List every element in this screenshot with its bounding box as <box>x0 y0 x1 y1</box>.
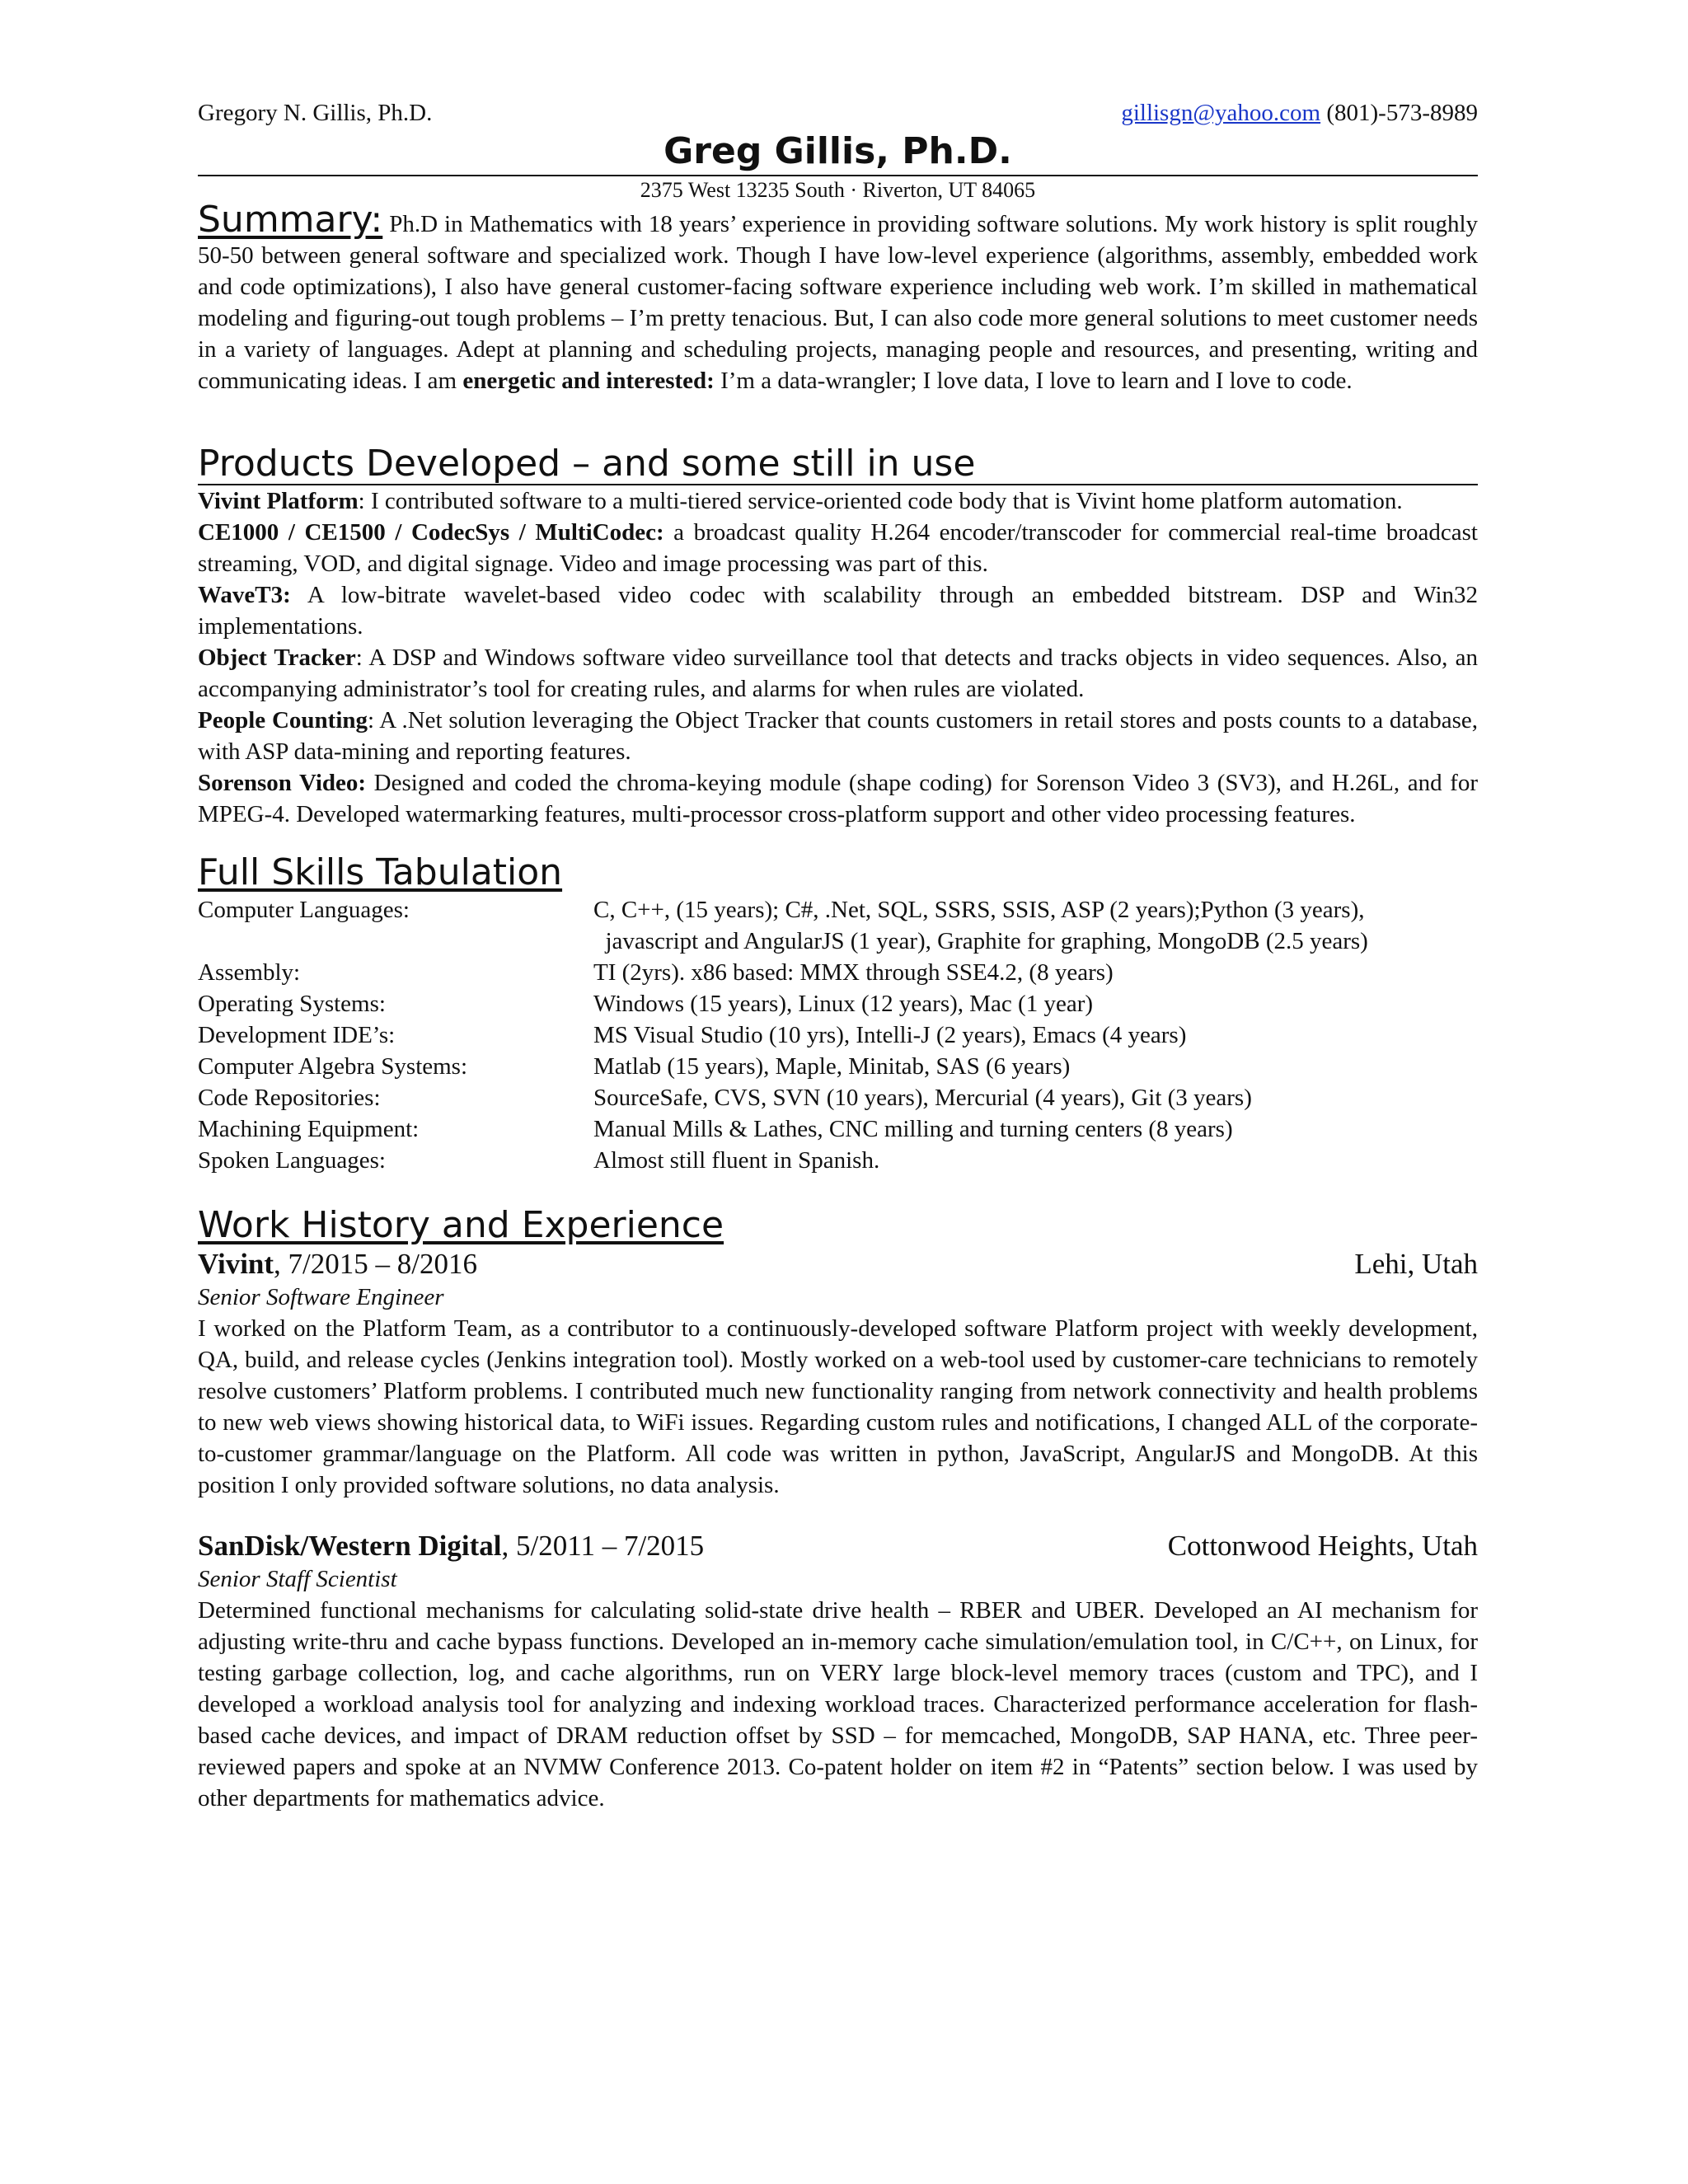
skill-value: C, C++, (15 years); C#, .Net, SQL, SSRS, SSIS, ASP (2 years);Python (3 years), <box>593 897 1365 923</box>
summary-bold: energetic and interested: <box>462 368 715 394</box>
summary-heading: Summary: <box>198 199 383 241</box>
job-description: Determined functional mechanisms for calculating solid-state drive health – RBER and UBER. Developed an AI mechanism for adjusting write-thru and cache bypass functions. Developed an in-memory cache simulation/emulation tool, in C/C++, on Linux, for testing garbage collection, log, and cache algorithms, run on VERY large block-level memory traces (custom and TPC), and I developed a workload analysis tool for analyzing and indexing workload traces. Characterized performance acceleration for flash-based cache devices, and impact of DRAM reduction offset by SSD – for memcached, MongoDB, SAP HANA, etc. Three peer-reviewed papers and spoke at an NVMW Conference 2013. Co-patent holder on item #2 in “Patents” section below. I was used by other departments for mathematics advice. <box>198 1597 1478 1811</box>
skill-value: MS Visual Studio (10 yrs), Intelli-J (2 years), Emacs (4 years) <box>593 1022 1187 1048</box>
summary-text-b: I’m a data-wrangler; I love data, I love to learn and I love to code. <box>714 368 1353 394</box>
skill-label: Operating Systems: <box>198 991 386 1017</box>
job-role: Senior Software Engineer <box>198 1284 444 1310</box>
product-name: Object Tracker <box>198 644 356 671</box>
job-entry <box>198 1247 1478 1501</box>
job-company: SanDisk/Western Digital <box>198 1530 502 1562</box>
skills-table <box>198 894 1478 1176</box>
skill-label: Code Repositories: <box>198 1085 381 1111</box>
products-heading: Products Developed – and some still in use <box>198 444 1478 485</box>
skill-label <box>198 926 593 957</box>
product-item <box>198 767 1478 830</box>
product-name: CE1000 / CE1500 / CodecSys / MultiCodec: <box>198 519 664 546</box>
product-desc: : A DSP and Windows software video surveillance tool that detects and tracks objects in video sequences. Also, an accompanying administrator’s tool for creating rules, and alarms for when rules are violated. <box>198 644 1478 702</box>
summary-section <box>198 199 1478 396</box>
skill-value: Windows (15 years), Linux (12 years), Mac (1 year) <box>593 991 1094 1017</box>
skill-value: Almost still fluent in Spanish. <box>593 1147 880 1174</box>
job-dates: , 7/2015 – 8/2016 <box>274 1248 477 1280</box>
job-location: Lehi, Utah <box>1354 1248 1478 1280</box>
product-item <box>198 705 1478 767</box>
job-description: I worked on the Platform Team, as a contributor to a continuously-developed software Platform project with weekly development, QA, build, and release cycles (Jenkins integration tool). Mostly worked on a web-tool used by customer-care technicians to remotely resolve customers’ Platform problems. I contributed much new functionality ranging from network connectivity and health problems to new web views showing historical data, to WiFi issues. Regarding custom rules and notifications, I changed ALL of the corporate-to-customer grammar/language on the Platform. All code was written in python, JavaScript, AngularJS and MongoDB. At this position I only provided software solutions, no data analysis. <box>198 1315 1478 1498</box>
skill-label: Assembly: <box>198 959 301 986</box>
skill-value: TI (2yrs). x86 based: MMX through SSE4.2, (8 years) <box>593 959 1114 986</box>
product-name: Sorenson Video: <box>198 770 367 796</box>
skill-value: Manual Mills & Lathes, CNC milling and turning centers (8 years) <box>593 1116 1233 1142</box>
resume-page <box>198 97 1478 1814</box>
product-name: People Counting <box>198 707 368 733</box>
product-item <box>198 579 1478 642</box>
product-item <box>198 642 1478 705</box>
job-header <box>198 1529 1478 1563</box>
skill-value: javascript and AngularJS (1 year), Graphite for graphing, MongoDB (2.5 years) <box>593 928 1368 954</box>
email-link[interactable]: gillisgn@yahoo.com <box>1121 100 1321 126</box>
resume-title: Greg Gillis, Ph.D. <box>663 130 1012 172</box>
skill-value: Matlab (15 years), Maple, Minitab, SAS (6 years) <box>593 1053 1071 1080</box>
skill-label: Spoken Languages: <box>198 1147 386 1174</box>
skills-heading: Full Skills Tabulation <box>198 851 563 893</box>
header-name: Gregory N. Gillis, Ph.D. <box>198 100 433 126</box>
product-desc: A low-bitrate wavelet-based video codec with scalability through an embedded bitstream. DSP and Win32 implementations. <box>198 582 1478 640</box>
job-dates: , 5/2011 – 7/2015 <box>501 1530 705 1562</box>
product-name: Vivint Platform <box>198 488 359 514</box>
job-location: Cottonwood Heights, Utah <box>1167 1530 1478 1562</box>
product-desc: : A .Net solution leveraging the Object Tracker that counts customers in retail stores and posts counts to a database, with ASP data-mining and reporting features. <box>198 707 1479 765</box>
product-desc: Designed and coded the chroma-keying module (shape coding) for Sorenson Video 3 (SV3), and H.26L, and for MPEG-4. Developed watermarking features, multi-processor cross-platform support and other video processing features. <box>198 770 1478 827</box>
product-desc: a broadcast quality H.264 encoder/transcoder for commercial real-time broadcast streaming, VOD, and digital signage. Video and image processing was part of this. <box>198 519 1478 577</box>
job-role: Senior Staff Scientist <box>198 1566 397 1592</box>
summary-text-a: Ph.D in Mathematics with 18 years’ experience in providing software solutions. My work history is split roughly 50-50 between general software and specialized work. Though I have low-level experience (algorithms, assembly, embedded work and code optimizations), I also have general customer-facing software experience including web work. I’m skilled in mathematical modeling and figuring-out tough problems – I’m pretty tenacious. But, I can also code more general solutions to meet customer needs in a variety of languages. Adept at planning and scheduling projects, managing people and resources, and presenting, writing and communicating ideas. I am <box>198 211 1478 394</box>
skill-value: SourceSafe, CVS, SVN (10 years), Mercurial (4 years), Git (3 years) <box>593 1085 1252 1111</box>
product-item <box>198 517 1478 579</box>
contact-info <box>1121 97 1478 129</box>
products-list <box>198 485 1478 830</box>
skill-label: Development IDE’s: <box>198 1022 396 1048</box>
phone-number: (801)-573-8989 <box>1326 100 1478 126</box>
contact-line <box>198 97 1478 129</box>
product-item <box>198 485 1478 517</box>
job-entry <box>198 1529 1478 1814</box>
job-header <box>198 1247 1478 1282</box>
job-company: Vivint <box>198 1248 274 1280</box>
skill-label: Computer Languages: <box>198 897 410 923</box>
address: 2375 West 13235 South · Riverton, UT 84065 <box>640 178 1036 202</box>
work-heading: Work History and Experience <box>198 1204 724 1246</box>
product-desc: : I contributed software to a multi-tiered service-oriented code body that is Vivint home platform automation. <box>358 488 1403 514</box>
product-name: WaveT3: <box>198 582 291 608</box>
skill-label: Machining Equipment: <box>198 1116 420 1142</box>
skill-label: Computer Algebra Systems: <box>198 1053 468 1080</box>
